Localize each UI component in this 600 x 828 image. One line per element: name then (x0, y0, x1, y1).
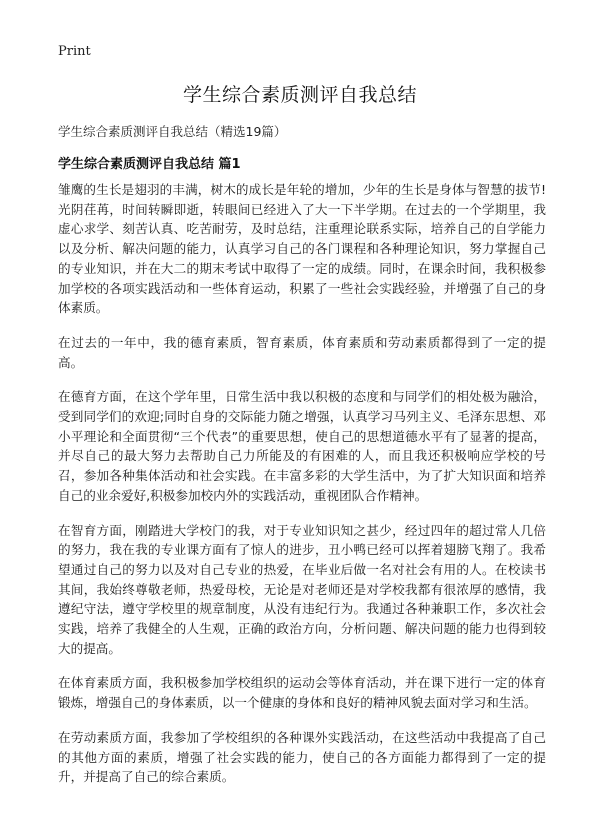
document-subtitle: 学生综合素质测评自我总结（精选19篇） (58, 124, 287, 139)
paragraph-moral: 在德育方面，在这个学年里，日常生活中我以积极的态度和与同学们的相处极为融洽，受到同学们的欢迎;同时自身的交际能力随之增强，认真学习马列主义、毛泽东思想、邓小平理论和全面贯彻“三个代表”的重要思想，使自己的思想道德水平有了显著的提高，并尽自己的最大努力去帮助自己力所能及的有困难的人，而且我还积极响应学校的号召，参加各种集体活动和社会实践。在丰富多彩的大学生活中，为了扩大知识面和培养自己的业余爱好,积极参加校内外的实践活动，重视团队合作精神。 (58, 389, 546, 503)
document-body (58, 180, 546, 802)
paragraph-overview: 在过去的一年中，我的德育素质，智育素质，体育素质和劳动素质都得到了一定的提高。 (58, 334, 546, 370)
document-title: 学生综合素质测评自我总结 (182, 84, 417, 106)
print-link[interactable]: Print (58, 44, 91, 59)
paragraph-intellectual: 在智育方面，刚踏进大学校门的我，对于专业知识知之甚少，经过四年的超过常人几倍的努力，我在我的专业课方面有了惊人的进步，丑小鸭已经可以挥着翅膀飞翔了。我希望通过自己的努力以及对自己专业的热爱，在毕业后做一名对社会有用的人。在校读书其间，我始终尊敬老师，热爱母校，无论是对老师还是对学校我都有很浓厚的感情，我遵纪守法，遵守学校里的规章制度，从没有违纪行为。我通过各种兼职工作，多次社会实践，培养了我健全的人生观，正确的政治方向，分析问题、解决问题的能力也得到较大的提高。 (58, 522, 546, 656)
section-heading: 学生综合素质测评自我总结 篇1 (58, 157, 241, 172)
paragraph-physical: 在体育素质方面，我积极参加学校组织的运动会等体育活动，并在课下进行一定的体育锻炼，增强自己的身体素质，以一个健康的身体和良好的精神风貌去面对学习和生活。 (58, 675, 546, 711)
paragraph-labor: 在劳动素质方面，我参加了学校组织的各种课外实践活动，在这些活动中我提高了自己的其他方面的素质，增强了社会实践的能力，使自己的各方面能力都得到了一定的提升，并提高了自己的综合素质。 (58, 729, 546, 785)
paragraph-intro: 雏鹰的生长是翅羽的丰满，树木的成长是年轮的增加，少年的生长是身体与智慧的拔节!光阴荏苒，时间转瞬即逝，转眼间已经进入了大一下半学期。在过去的一个学期里，我虚心求学、刻苦认真、吃苦耐劳，及时总结，注重理论联系实际，培养自己的自学能力以及分析、解决问题的能力，认真学习自己的各门课程和各种理论知识，努力掌握自己的专业知识，并在大二的期末考试中取得了一定的成绩。同时，在课余时间，我积极参加学校的各项实践活动和一些体育运动，积累了一些社会实践经验，并增强了自己的身体素质。 (58, 182, 546, 316)
